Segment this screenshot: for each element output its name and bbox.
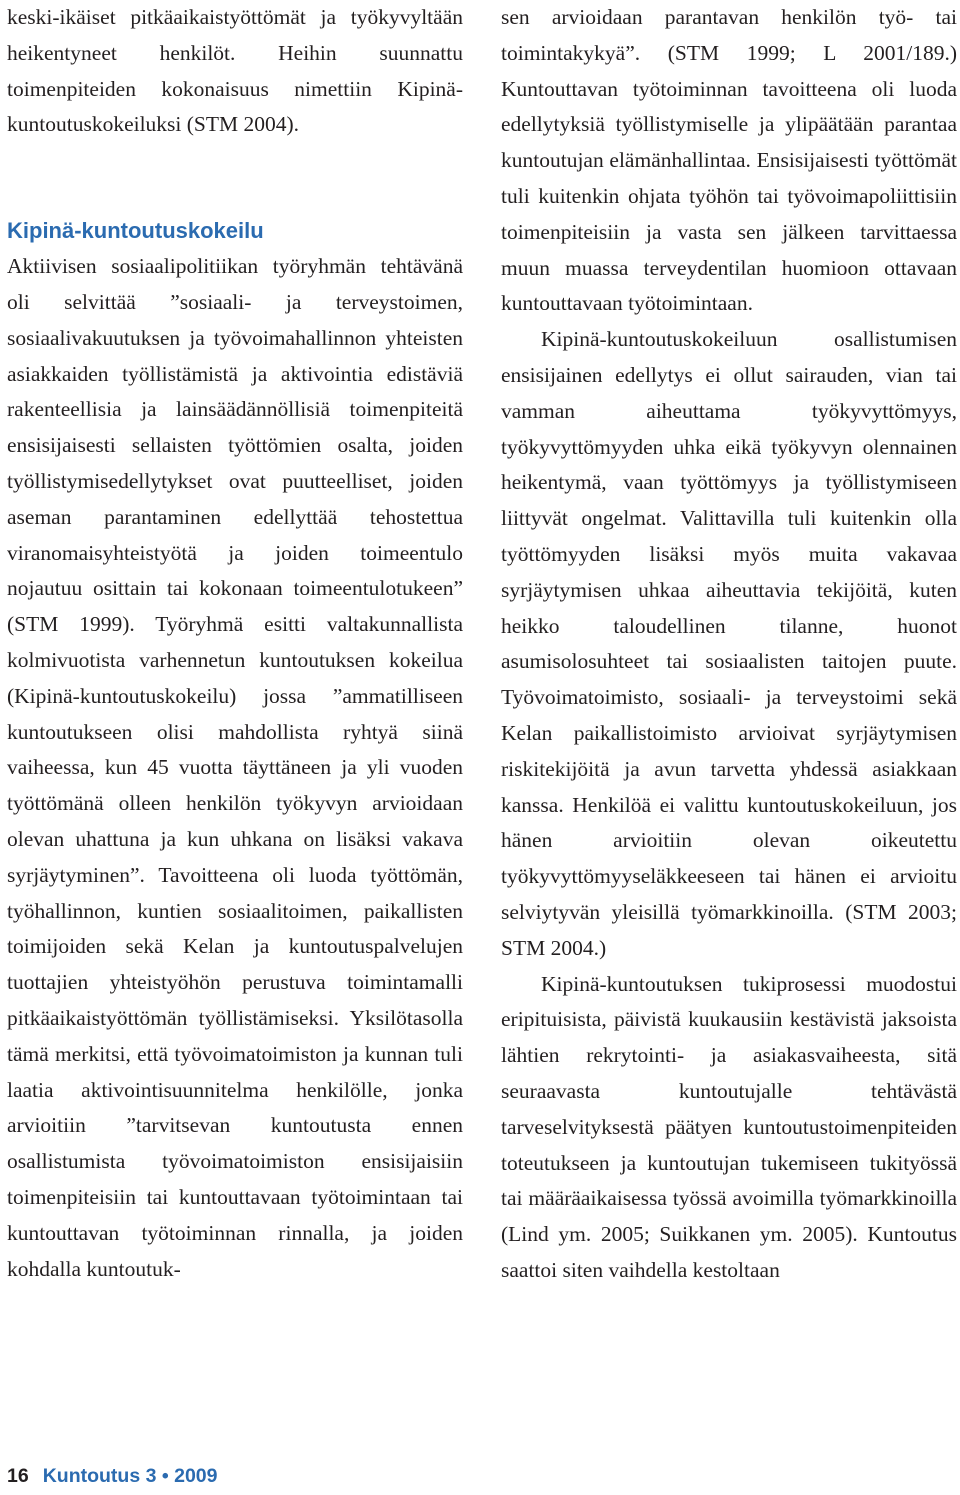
left-column bbox=[7, 0, 463, 1287]
journal-title: Kuntoutus 3 • 2009 bbox=[42, 1465, 218, 1487]
paragraph-1: sen arvioidaan parantavan henkilön työ- tai toimintakykyä”. (STM 1999; L 2001/189.) Kuntouttavan työtoiminnan tavoitteena oli luoda edellytyksiä työllistymiselle ja ylipäätään parantaa kuntoutujan elämänhallintaa. Ensisijaisesti työttömät tuli kuitenkin ohjata työhön tai työvoimapoliittisiin toimenpiteisiin ja vasta sen jälkeen tarvittaessa muun muassa terveydentilan huomioon ottavaan kuntouttavaan työtoimintaan. bbox=[501, 5, 957, 316]
paragraph-2: Kipinä-kuntoutuskokeiluun osallistumisen ensisijainen edellytys ei ollut sairauden, vian tai vamman aiheuttama työkyvyttömyys, työkyvyttömyyden uhka eikä työkyvyn olennainen heikentymä, vaan työttömyys ja työllistymiseen liittyvät ongelmat. Valittavilla tuli kuitenkin olla työttömyyden lisäksi myös muita vakavaa syrjäytymisen uhkaa aiheuttavia tekijöitä, kuten heikko taloudellinen tilanne, huonot asumisolosuhteet tai sosiaalisten taitojen puute. Työvoimatoimisto, sosiaali- ja terveystoimi sekä Kelan paikallistoimisto arvioivat syrjäytymisen riskitekijöitä ja avun tarvetta yhdessä asiakkaan kanssa. Henkilöä ei valittu kuntoutuskokeiluun, jos hänen arvioitiin olevan oikeutettu työkyvyttömyyseläkkeeseen tai hänen ei arvioitu selviytyvän yleisillä työmarkkinoilla. (STM 2003; STM 2004.) bbox=[501, 327, 957, 960]
page-number: 16 bbox=[7, 1465, 29, 1487]
paragraph-3: Kipinä-kuntoutuksen tukiprosessi muodostui eripituisista, päivistä kuukausiin kestävistä jaksoista lähtien rekrytointi- ja asiakasvaiheesta, sitä seuraavasta kuntoutujalle tehtävästä tarveselvityksestä päätyen kuntoutustoimenpiteiden toteutukseen ja kuntoutujan tukemiseen tukityössä tai määräaikaisessa työssä avoimilla työmarkkinoilla (Lind ym. 2005; Suikkanen ym. 2005). Kuntoutus saattoi siten vaihdella kestoltaan bbox=[501, 971, 957, 1282]
page-footer bbox=[7, 1461, 217, 1491]
section-heading: Kipinä-kuntoutuskokeilu bbox=[7, 218, 264, 244]
right-column bbox=[501, 0, 957, 1289]
intro-paragraph: keski-ikäiset pitkäaikaistyöttömät ja työkyvyltään heikentyneet henkilöt. Heihin suunnattu toimenpiteiden kokonaisuus nimettiin Kipinä-kuntoutuskokeiluksi (STM 2004). bbox=[7, 5, 463, 137]
section-paragraph: Aktiivisen sosiaalipolitiikan työryhmän tehtävänä oli selvittää ”sosiaali- ja terveystoimen, sosiaalivakuutuksen ja työvoimahallinnon yhteisten asiakkaiden työllistämistä ja aktivointia edistäviä rakenteellisia ja lainsäädännöllisiä toimenpiteitä ensisijaisesti sellaisten työttömien osalta, joiden työllistymisedellytykset ovat puutteelliset, joiden aseman parantaminen edellyttää tehostettua viranomaisyhteistyötä ja joiden toimeentulo nojautuu osittain tai kokonaan toimeentulotukeen” (STM 1999). Työryhmä esitti valtakunnallista kolmivuotista varhennetun kuntoutuksen kokeilua (Kipinä-kuntoutuskokeilu) jossa ”ammatilliseen kuntoutukseen olisi mahdollista ryhtyä siinä vaiheessa, kun 45 vuotta täyttäneen ja yli vuoden työttömänä olleen henkilön työkyvyn arvioidaan olevan uhattuna ja kun uhkana on lisäksi vakava syrjäytyminen”. Tavoitteena oli luoda työttömän, työhallinnon, kuntien sosiaalitoimen, paikallisten toimijoiden sekä Kelan ja kuntoutuspalvelujen tuottajien yhteistyöhön perustuva toimintamalli pitkäaikaistyöttömän työllistämiseksi. Yksilötasolla tämä merkitsi, että työvoimatoimiston ja kunnan tuli laatia aktivointisuunnitelma henkilölle, jonka arvioitiin ”tarvitsevan kuntoutusta ennen osallistumista työvoimatoimiston ensisijaisiin toimenpiteisiin tai kuntouttavaan työtoimintaan tai kuntouttavan työtoiminnan rinnalla, ja joiden kohdalla kuntoutuk- bbox=[7, 254, 463, 1281]
